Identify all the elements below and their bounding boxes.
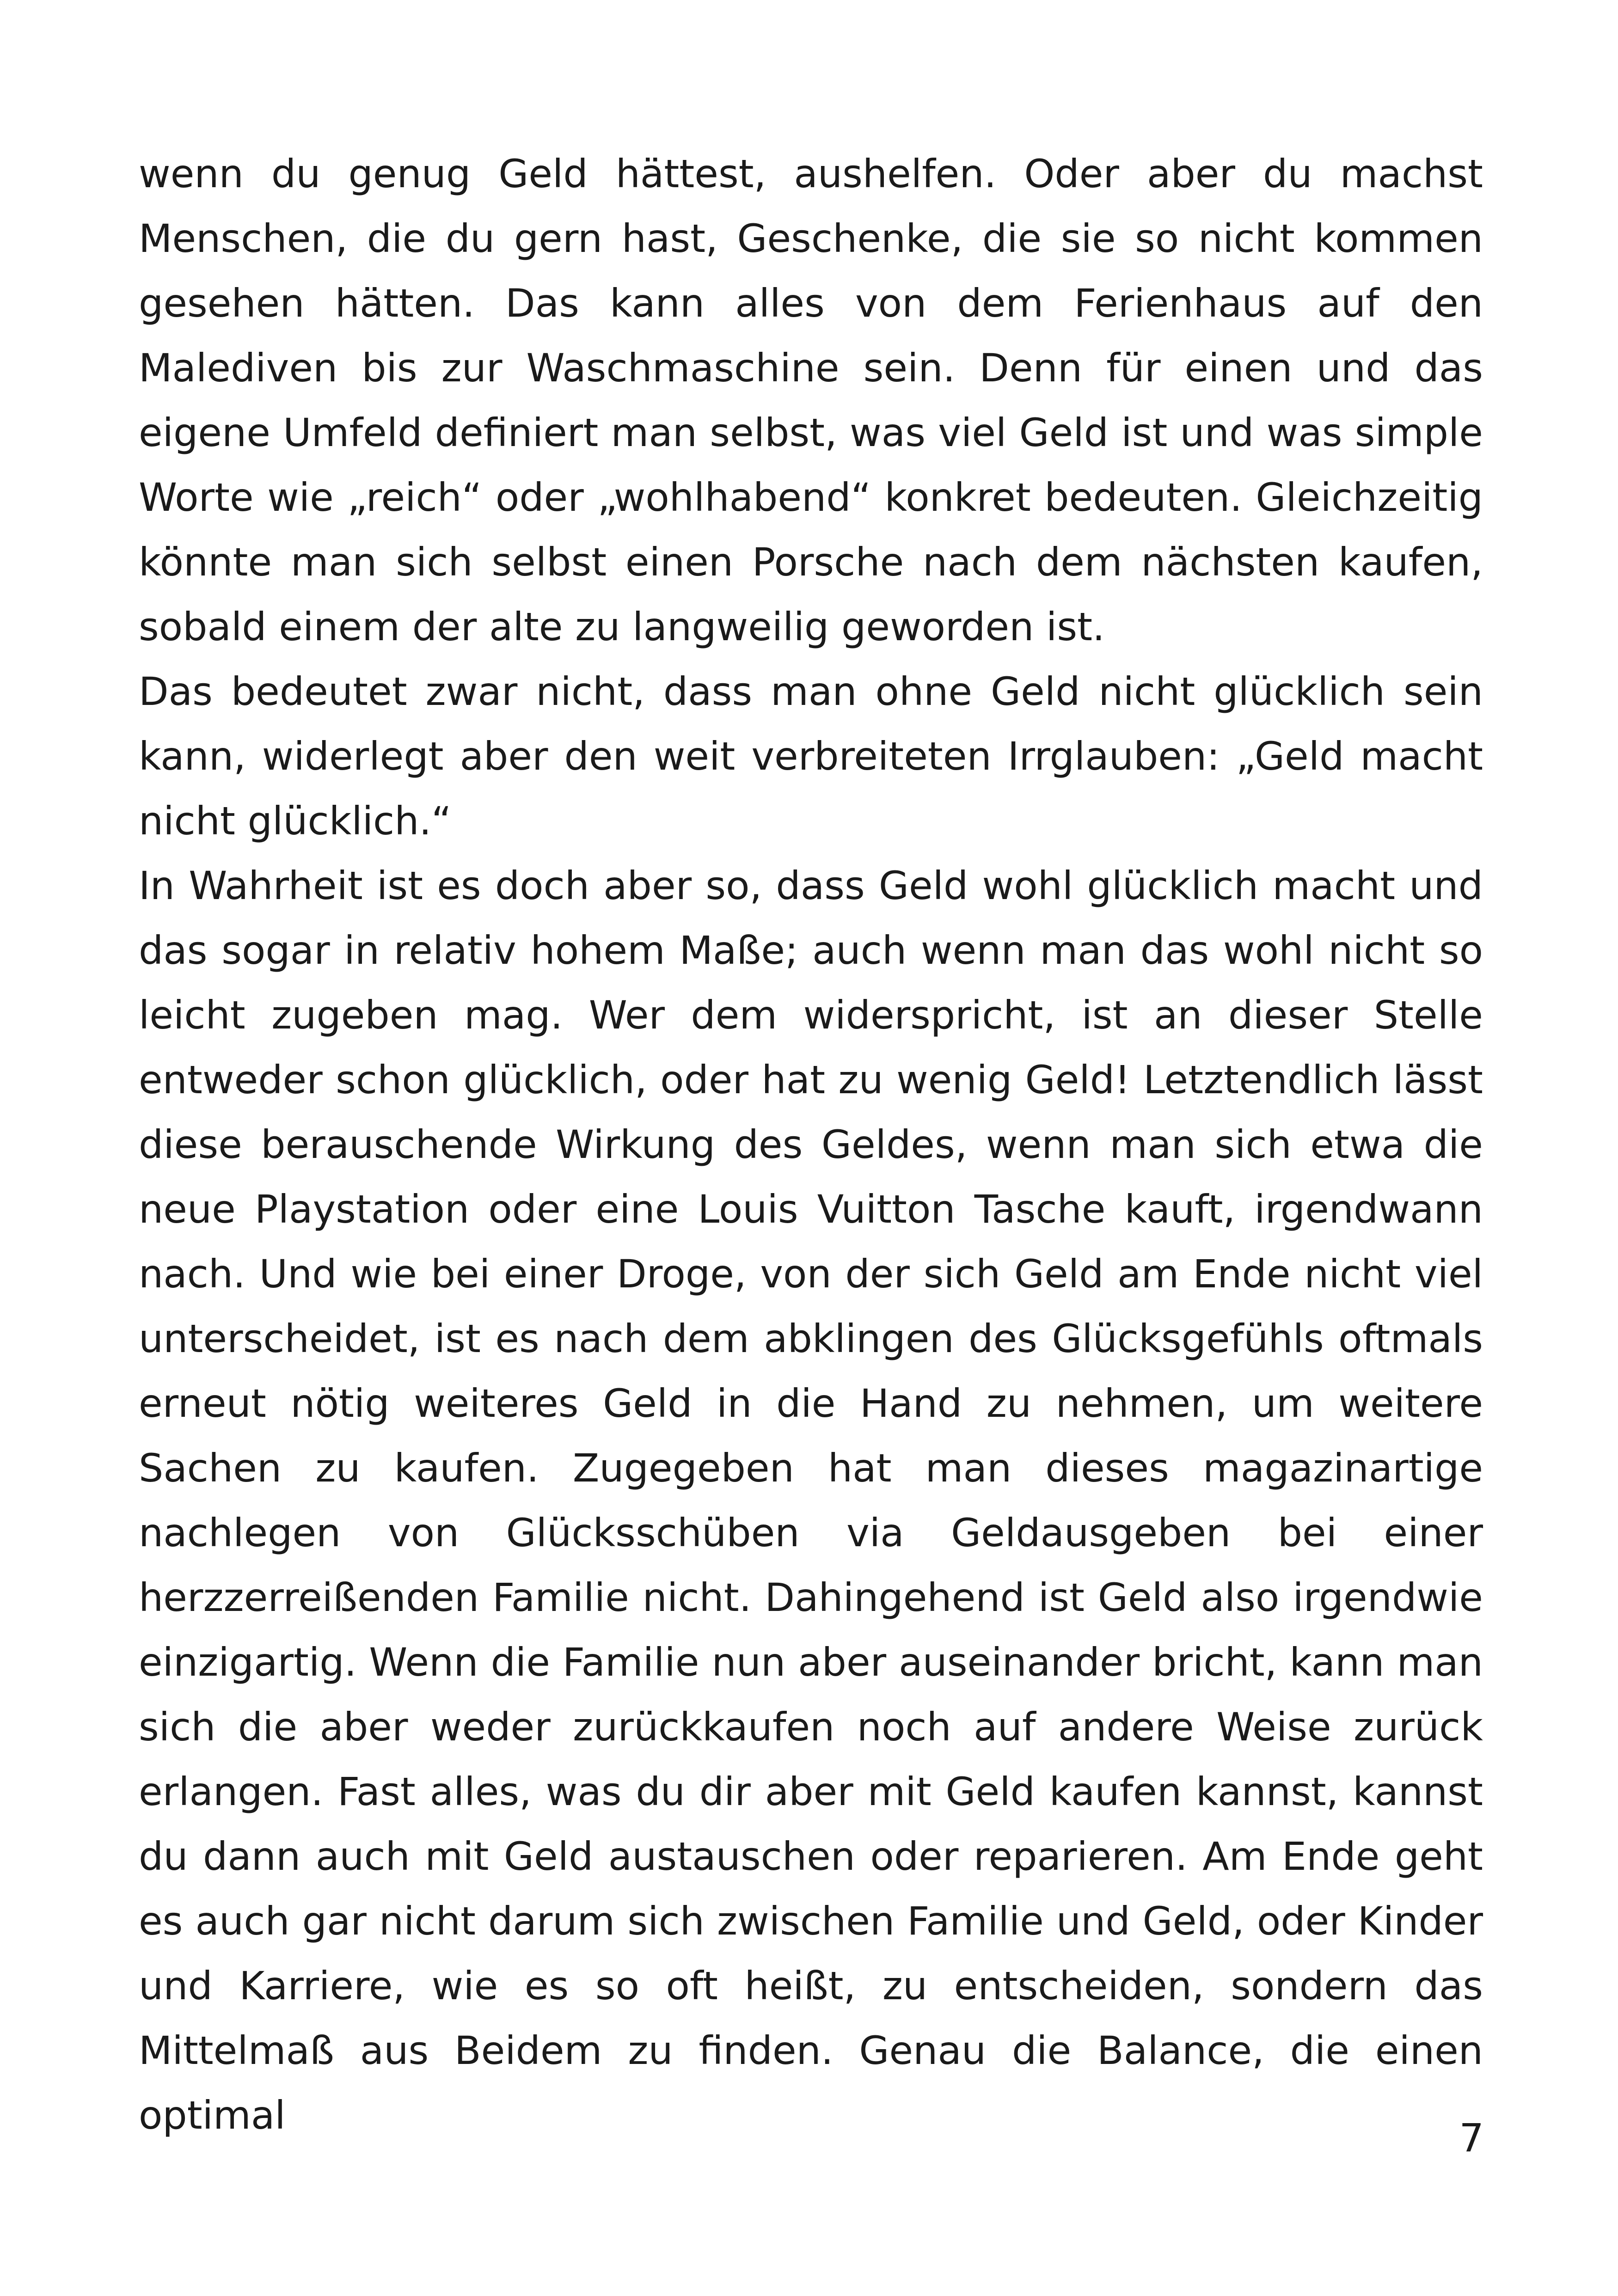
paragraph-3: In Wahrheit ist es doch aber so, dass Geld wohl glücklich macht und das sogar in relativ hohem Maße; auch wenn man das wohl nicht so leicht zugeben mag. Wer dem widerspricht, ist an dieser Stelle entweder schon glücklich, oder hat zu wenig Geld! Letztendlich lässt diese berauschende Wirkung des Geldes, wenn man sich etwa die neue Playstation oder eine Louis Vuitton Tasche kauft, irgendwann nach. Und wie bei einer Droge, von der sich Geld am Ende nicht viel unterscheidet, ist es nach dem abklingen des Glücksgefühls oftmals erneut nötig weiteres Geld in die Hand zu nehmen, um weitere Sachen zu kaufen. Zugegeben hat man dieses magazinartige nachlegen von Glücksschüben via Geldausgeben bei einer herzzerreißenden Familie nicht. Dahingehend ist Geld also irgendwie einzigartig. Wenn die Familie nun aber auseinander bricht, kann man sich die aber weder zurückkaufen noch auf andere Weise zurück erlangen. Fast alles, was du dir aber mit Geld kaufen kannst, kannst du dann auch mit Geld austauschen oder reparieren. Am Ende geht es auch gar nicht darum sich zwischen Familie und Geld, oder Kinder und Karriere, wie es so oft heißt, zu entscheiden, sondern das Mittelmaß aus Beidem zu finden. Genau die Balance, die einen optimal: [139, 863, 1483, 2138]
page-number: 7: [1459, 2115, 1484, 2161]
body-text: [139, 141, 1483, 2148]
paragraph-2: Das bedeutet zwar nicht, dass man ohne Geld nicht glücklich sein kann, widerlegt aber den weit verbreiteten Irrglauben: „Geld macht nicht glücklich.“: [139, 669, 1483, 844]
paragraph-1: wenn du genug Geld hättest, aushelfen. Oder aber du machst Menschen, die du gern hast, Geschenke, die sie so nicht kommen gesehen hätten. Das kann alles von dem Ferienhaus auf den Malediven bis zur Waschmaschine sein. Denn für einen und das eigene Umfeld definiert man selbst, was viel Geld ist und was simple Worte wie „reich“ oder „wohlhabend“ konkret bedeuten. Gleichzeitig könnte man sich selbst einen Porsche nach dem nächsten kaufen, sobald einem der alte zu langweilig geworden ist.: [139, 151, 1483, 649]
